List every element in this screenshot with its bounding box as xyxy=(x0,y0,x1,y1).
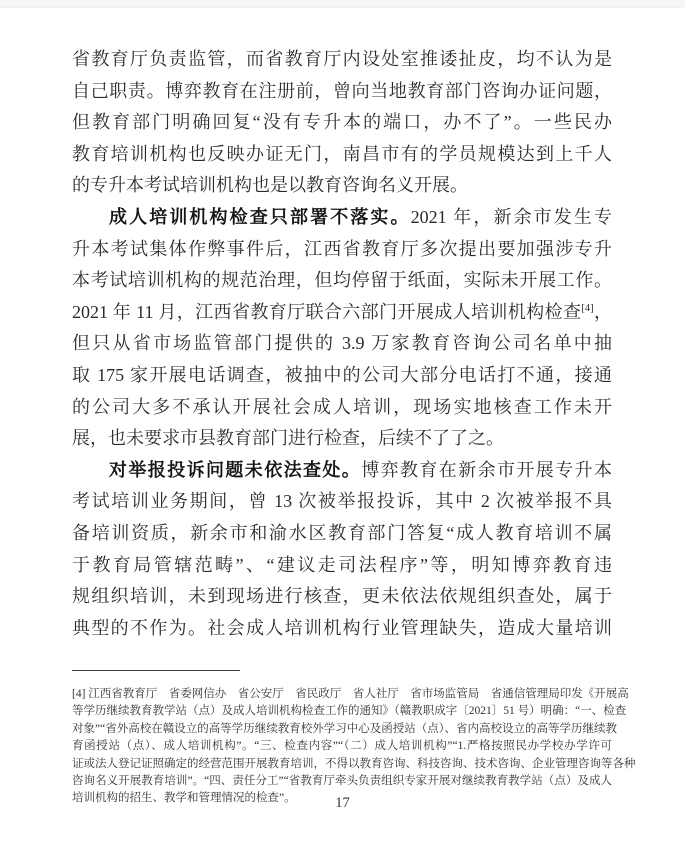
footnote-4 xyxy=(72,686,636,808)
text-line xyxy=(72,202,612,234)
page-number: 17 xyxy=(335,795,350,811)
text-line xyxy=(72,455,612,487)
footnote-line: 培训机构的招生、教学和管理情况的检查”。 xyxy=(72,792,296,805)
bold-lead-heading: 成人培训机构检查只部署不落实。 xyxy=(109,206,411,227)
text-run: 2021 年，新余市发生专 xyxy=(410,206,613,227)
text-line: 但教育部门明确回复“没有专升本的端口，办不了”。一些民办 xyxy=(72,112,612,133)
text-line: 取 175 家开展电话调查，被抽中的公司大部分电话打不通，接通 xyxy=(72,364,612,385)
text-line: 升本考试集体作弊事件后，江西省教育厅多次提出要加强涉专升 xyxy=(72,238,612,259)
footnote-line: 等学历继续教育教学站（点）及成人培训机构检查工作的通知》（赣教职成字〔2021〕51 号）明确：“一、检查 xyxy=(72,705,627,718)
text-line: 规组织培训，未到现场进行核查，更未依法依规组织查处，属于 xyxy=(72,586,612,607)
footnote-line: 证或法人登记证照确定的经营范围开展教育培训，不得以教育咨询、科技咨询、技术咨询、企业管理咨询等各种 xyxy=(72,757,636,770)
text-line: 自己职责。博弈教育在注册前，曾向当地教育部门咨询办证问题， xyxy=(72,80,612,101)
text-line xyxy=(72,297,612,329)
text-line: 备培训资质，新余市和渝水区教育部门答复“成人教育培训不属 xyxy=(72,522,612,543)
text-line: 本考试培训机构的规范治理，但均停留于纸面，实际未开展工作。 xyxy=(72,270,612,291)
text-line: 省教育厅负责监管，而省教育厅内设处室推诿扯皮，均不认为是 xyxy=(72,49,612,69)
footnote-line: 咨询名义开展教育培训”。“四、责任分工”“省教育厅牵头负责组织专家开展对继续教育教学站（点）及成人 xyxy=(72,774,612,787)
text-run: 博弈教育在新余市开展专升本 xyxy=(361,459,613,480)
footnote-reference-4: [4] xyxy=(581,302,594,314)
text-line: 于教育局管辖范畴”、“建议走司法程序”等，明知博弈教育违 xyxy=(72,554,612,575)
text-line: 展，也未要求市县教育部门进行检查，后续不了了之。 xyxy=(72,428,504,449)
text-run: ， xyxy=(593,301,612,322)
bold-lead-heading: 对举报投诉问题未依法查处。 xyxy=(109,459,362,480)
text-run: 2021 年 11 月，江西省教育厅联合六部门开展成人培训机构检查 xyxy=(72,301,582,322)
footnote-line: 对象”“省外高校在赣设立的高等学历继续教育校外学习中心及函授站（点）、省内高校设立的高等学历继续教 xyxy=(72,722,617,735)
footnote-line: 育函授站（点）、成人培训机构”。“三、检查内容”“（二）成人培训机构”“1.严格按照民办学校办学许可 xyxy=(72,740,612,753)
footnote-separator xyxy=(72,670,240,671)
text-line: 考试培训业务期间，曾 13 次被举报投诉，其中 2 次被举报不具 xyxy=(72,491,612,512)
text-line: 的专升本考试培训机构也是以教育咨询名义开展。 xyxy=(72,175,468,196)
paragraph-1 xyxy=(72,44,612,202)
page-top-edge xyxy=(0,0,685,8)
paragraph-3 xyxy=(72,455,612,645)
text-line: 典型的不作为。社会成人培训机构行业管理缺失，造成大量培训 xyxy=(72,617,612,638)
text-line: 的公司大多不承认开展社会成人培训，现场实地核查工作未开 xyxy=(72,396,612,417)
body-text xyxy=(72,44,612,644)
footnote-line: [4] 江西省教育厅 省委网信办 省公安厅 省民政厅 省人社厅 省市场监管局 省通信管理局印发《开展高 xyxy=(72,688,629,700)
text-line: 但只从省市场监管部门提供的 3.9 万家教育咨询公司名单中抽 xyxy=(72,333,612,354)
paragraph-2 xyxy=(72,202,612,455)
text-line: 教育培训机构也反映办证无门，南昌市有的学员规模达到上千人 xyxy=(72,143,612,164)
